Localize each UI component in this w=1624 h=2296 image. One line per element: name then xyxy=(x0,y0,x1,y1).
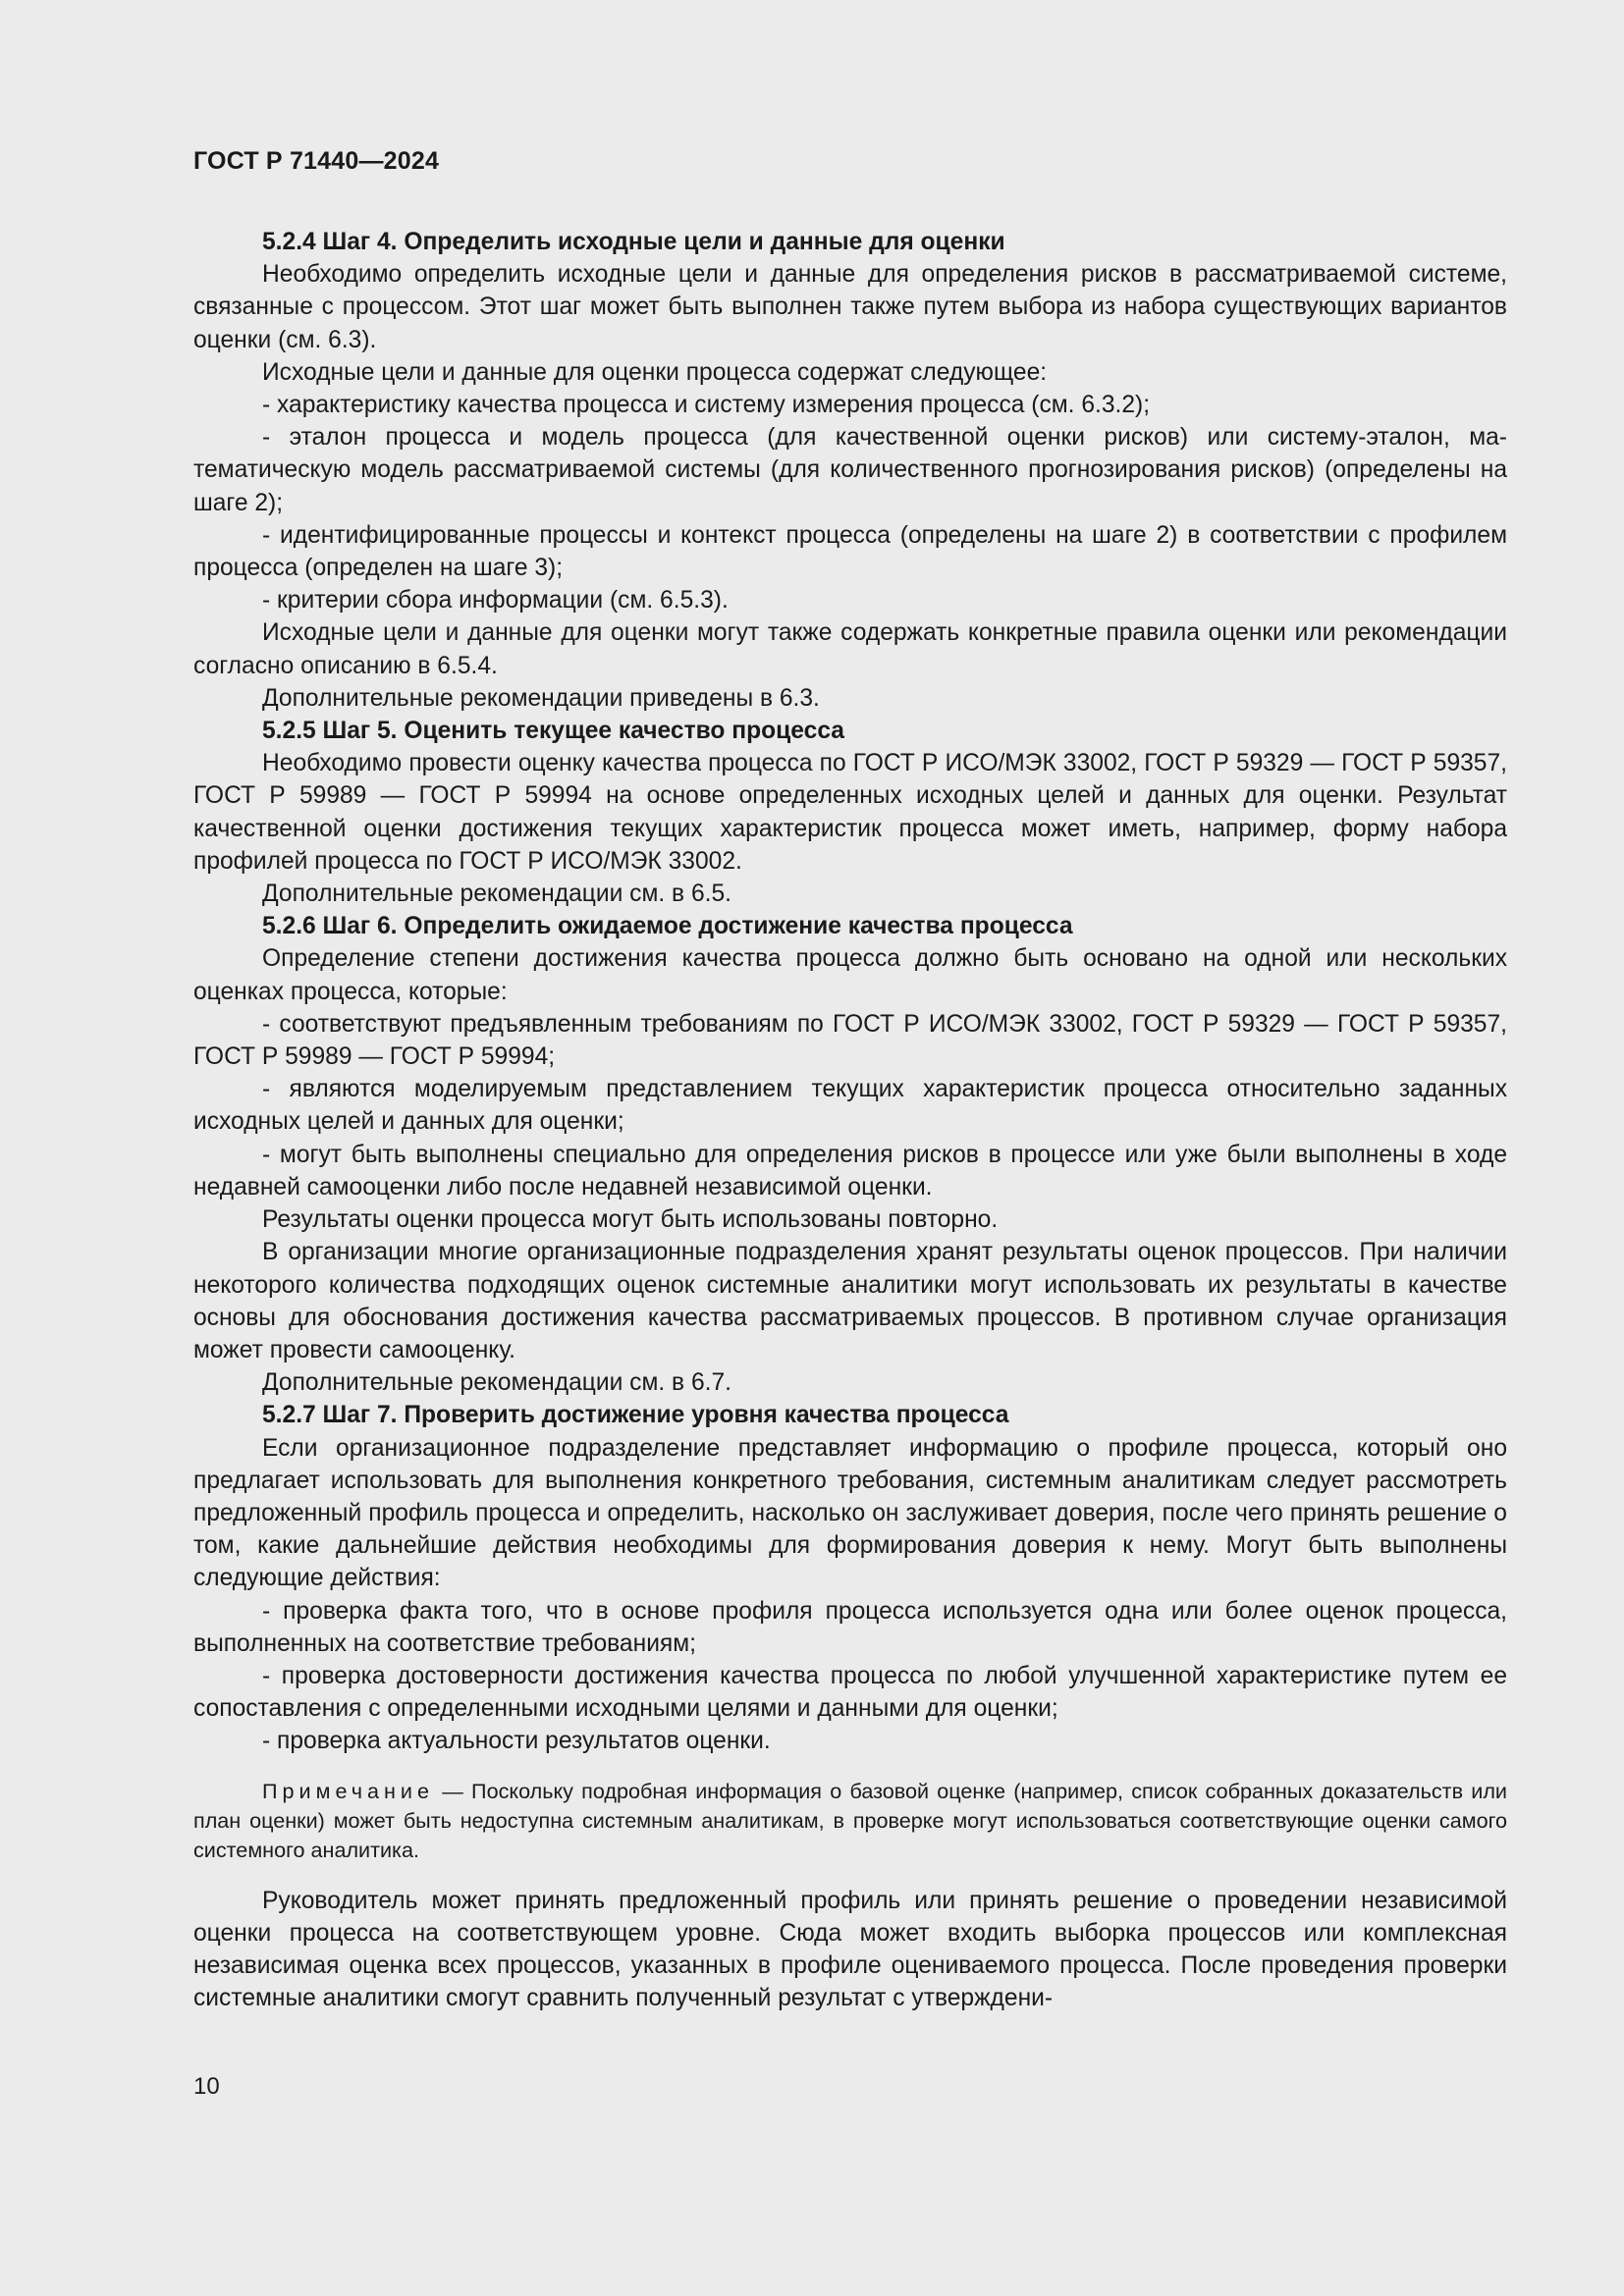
note-text: — Поскольку подробная информация о базовой оценке (например, список собранных доказательств или план оценки) может быть недоступна системным аналитикам, в проверке могут использоваться соответствующие оценки самого системного аналитика. xyxy=(193,1778,1507,1862)
body-paragraph: - соответствуют предъявленным требованиям по ГОСТ Р ИСО/МЭК 33002, ГОСТ Р 59329 — ГОСТ Р 59357, ГОСТ Р 59989 — ГОСТ Р 59994; xyxy=(193,1010,1507,1071)
body-paragraph: - проверка факта того, что в основе профиля процесса используется одна или более оценок процесса, выполненных на соответствие требованиям; xyxy=(193,1597,1507,1657)
section-heading: 5.2.4 Шаг 4. Определить исходные цели и данные для оценки xyxy=(262,229,1005,255)
body-paragraph: Исходные цели и данные для оценки процесса содержат следующее: xyxy=(262,358,1048,386)
body-paragraph: - эталон процесса и модель процесса (для качественной оценки рисков) или систему-эталон, математическую модель рассматриваемой системы (для количественного прогнозирования рисков) (определены на шаге 2); xyxy=(193,424,1507,516)
body-paragraph: - идентифицированные процессы и контекст процесса (определены на шаге 2) в соответствии с профилем процесса (определен на шаге 3); xyxy=(193,521,1507,582)
body-paragraph: - проверка актуальности результатов оценки. xyxy=(262,1728,771,1755)
body-paragraph: - являются моделируемым представлением текущих характеристик процесса относительно заданных исходных целей и данных для оценки; xyxy=(193,1076,1507,1136)
body-paragraph: - проверка достоверности достижения качества процесса по любой улучшенной характеристике путем ее сопоставления с определенными исходными целями и данными для оценки; xyxy=(193,1662,1507,1723)
document-body xyxy=(193,226,1507,2014)
page-number: 10 xyxy=(193,2073,220,2100)
body-paragraph: Если организационное подразделение представляет информацию о профиле процесса, который оно предлагает использовать для выполнения конкретного требования, системным аналитикам следует рассмотреть предложенный профиль процесса и определить, насколько он заслуживает доверия, после чего принять решение о том, какие дальнейшие действия необходимы для формирования доверия к нему. Могут быть выполнены следующие действия: xyxy=(193,1434,1507,1592)
note-label: Примечание xyxy=(262,1778,434,1803)
body-paragraph: Дополнительные рекомендации приведены в 6.3. xyxy=(262,684,820,712)
body-paragraph: Определение степени достижения качества процесса должно быть основано на одной или нескольких оценках процесса, которые: xyxy=(193,945,1507,1005)
section-heading: 5.2.5 Шаг 5. Оценить текущее качество процесса xyxy=(262,718,844,745)
body-paragraph: - критерии сбора информации (см. 6.5.3). xyxy=(262,587,729,614)
note-paragraph xyxy=(193,1777,1507,1865)
body-paragraph: Дополнительные рекомендации см. в 6.5. xyxy=(262,881,731,908)
section-heading: 5.2.6 Шаг 6. Определить ожидаемое достижение качества процесса xyxy=(262,913,1073,940)
body-paragraph: Результаты оценки процесса могут быть использованы повторно. xyxy=(262,1206,999,1234)
body-paragraph: Дополнительные рекомендации см. в 6.7. xyxy=(262,1369,731,1397)
document-code-header: ГОСТ Р 71440—2024 xyxy=(193,147,440,175)
body-paragraph: В организации многие организационные подразделения хранят результаты оценок процессов. При наличии некоторого количества подходящих оценок системные аналитики могут использовать их результаты в качестве основы для обоснования достижения качества рассматриваемых процессов. В противном случае организация может провести самооценку. xyxy=(193,1239,1507,1363)
body-paragraph: Необходимо определить исходные цели и данные для определения рисков в рассматриваемой системе, связанные с процессом. Этот шаг может быть выполнен также путем выбора из набора существующих вариантов оценки (см. 6.3). xyxy=(193,261,1507,353)
section-heading: 5.2.7 Шаг 7. Проверить достижение уровня качества процесса xyxy=(262,1402,1009,1429)
body-paragraph: Исходные цели и данные для оценки могут также содержать конкретные правила оценки или рекомендации согласно описанию в 6.5.4. xyxy=(193,619,1507,679)
body-paragraph: Необходимо провести оценку качества процесса по ГОСТ Р ИСО/МЭК 33002, ГОСТ Р 59329 — ГОСТ Р 59357, ГОСТ Р 59989 — ГОСТ Р 59994 на основе определенных исходных целей и данных для оценки. Результат качественной оценки достижения текущих характеристик процесса может иметь, например, форму набора профилей процесса по ГОСТ Р ИСО/МЭК 33002. xyxy=(193,750,1507,875)
body-paragraph: - характеристику качества процесса и систему измерения процесса (см. 6.3.2); xyxy=(262,392,1151,419)
body-paragraph: Руководитель может принять предложенный профиль или принять решение о проведении независимой оценки процесса на соответствующем уровне. Сюда может входить выборка процессов или комплексная независимая оценка всех процессов, указанных в профиле оцениваемого процесса. После проведения проверки системные аналитики смогут сравнить полученный результат с утверждени- xyxy=(193,1887,1507,2012)
body-paragraph: - могут быть выполнены специально для определения рисков в процессе или уже были выполнены в ходе недавней самооценки либо после недавней независимой оценки. xyxy=(193,1141,1507,1201)
